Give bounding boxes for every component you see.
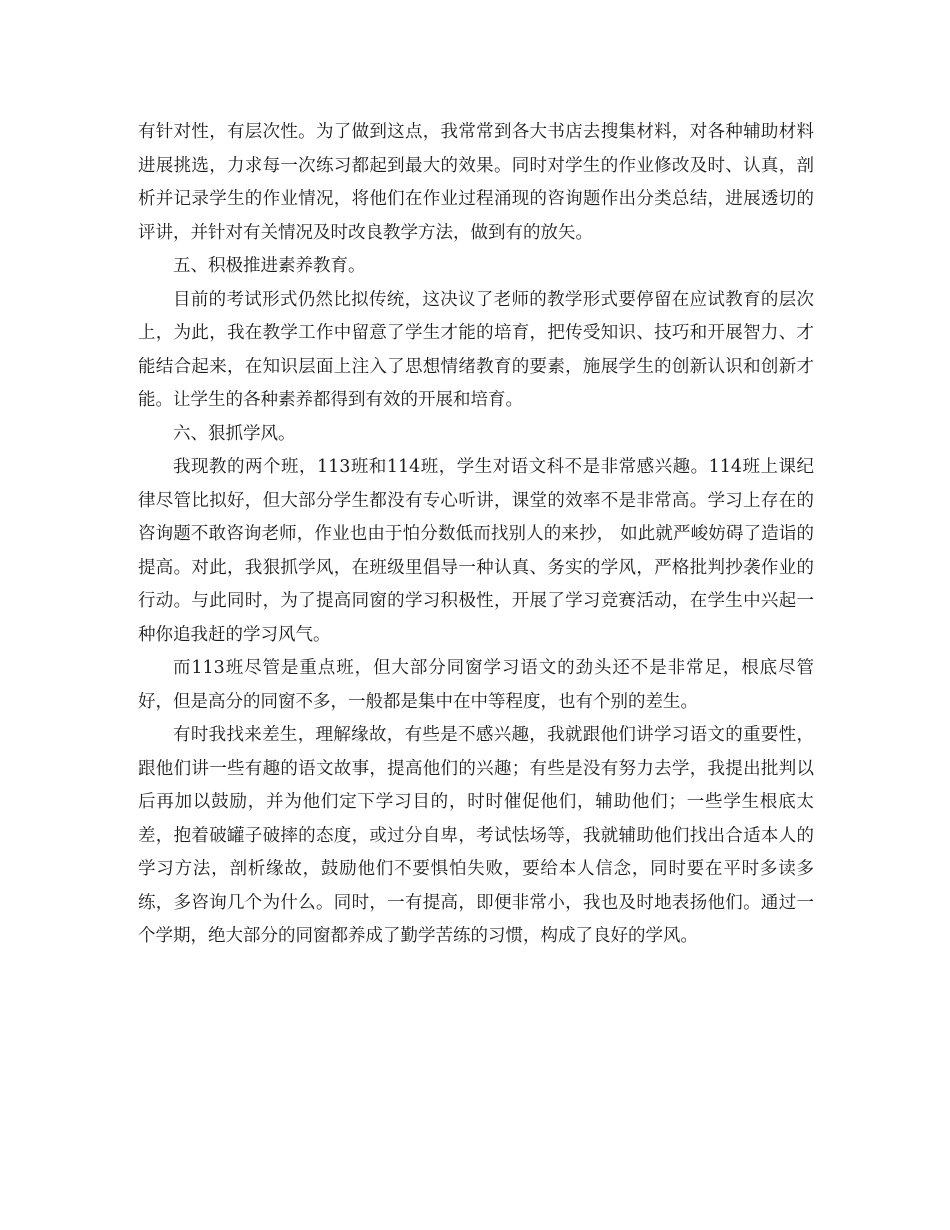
paragraph-5: 有时我找来差生，理解缘故，有些是不感兴趣，我就跟他们讲学习语文的重要性，跟他们讲一些有趣的语文故事，提高他们的兴趣；有些是没有努力去学，我提出批判以后再加以鼓励，并为他们定下学习目的，时时催促他们，辅助他们；一些学生根底太差，抱着破罐子破摔的态度，或过分自卑，考试怯场等，我就辅助他们找出合适本人的学习方法，剖析缘故，鼓励他们不要惧怕失败，要给本人信念，同时要在平时多读多练，多咨询几个为什么。同时，一有提高，即便非常小，我也及时地表扬他们。通过一个学期，绝大部分的同窗都养成了勤学苦练的习惯，构成了良好的学风。: [138, 725, 814, 946]
paragraph-3: 我现教的两个班，113班和114班，学生对语文科不是非常感兴趣。114班上课纪律尽管比拟好，但大部分学生都没有专心听讲，课堂的效率不是非常高。学习上存在的咨询题不敢咨询老师，作业也由于怕分数低而找别人的来抄， 如此就严峻妨碍了造诣的提高。对此，我狠抓学风，在班级里倡导一种认真、务实的学风，严格批判抄袭作业的行动。与此同时，为了提高同窗的学习积极性，开展了学习竞赛活动，在学生中兴起一种你追我赶的学习风气。: [138, 457, 814, 645]
document-body: [138, 116, 814, 954]
paragraph-1: 有针对性，有层次性。为了做到这点，我常常到各大书店去搜集材料，对各种辅助材料进展挑选，力求每一次练习都起到最大的效果。同时对学生的作业修改及时、认真，剖析并记录学生的作业情况，将他们在作业过程涌现的咨询题作出分类总结，进展透切的评讲，并针对有关情况及时改良教学方法，做到有的放矢。: [138, 122, 814, 243]
section-heading-5: 五、积极推进素养教育。: [173, 256, 366, 276]
paragraph-2: 目前的考试形式仍然比拟传统，这决议了老师的教学形式要停留在应试教育的层次上，为此，我在教学工作中留意了学生才能的培育，把传受知识、技巧和开展智力、才能结合起来，在知识层面上注入了思想情绪教育的要素，施展学生的创新认识和创新才能。让学生的各种素养都得到有效的开展和培育。: [138, 289, 814, 410]
paragraph-4: 而113班尽管是重点班，但大部分同窗学习语文的劲头还不是非常足，根底尽管好，但是高分的同窗不多，一般都是集中在中等程度，也有个别的差生。: [138, 658, 814, 712]
section-heading-6: 六、狠抓学风。: [173, 423, 296, 444]
